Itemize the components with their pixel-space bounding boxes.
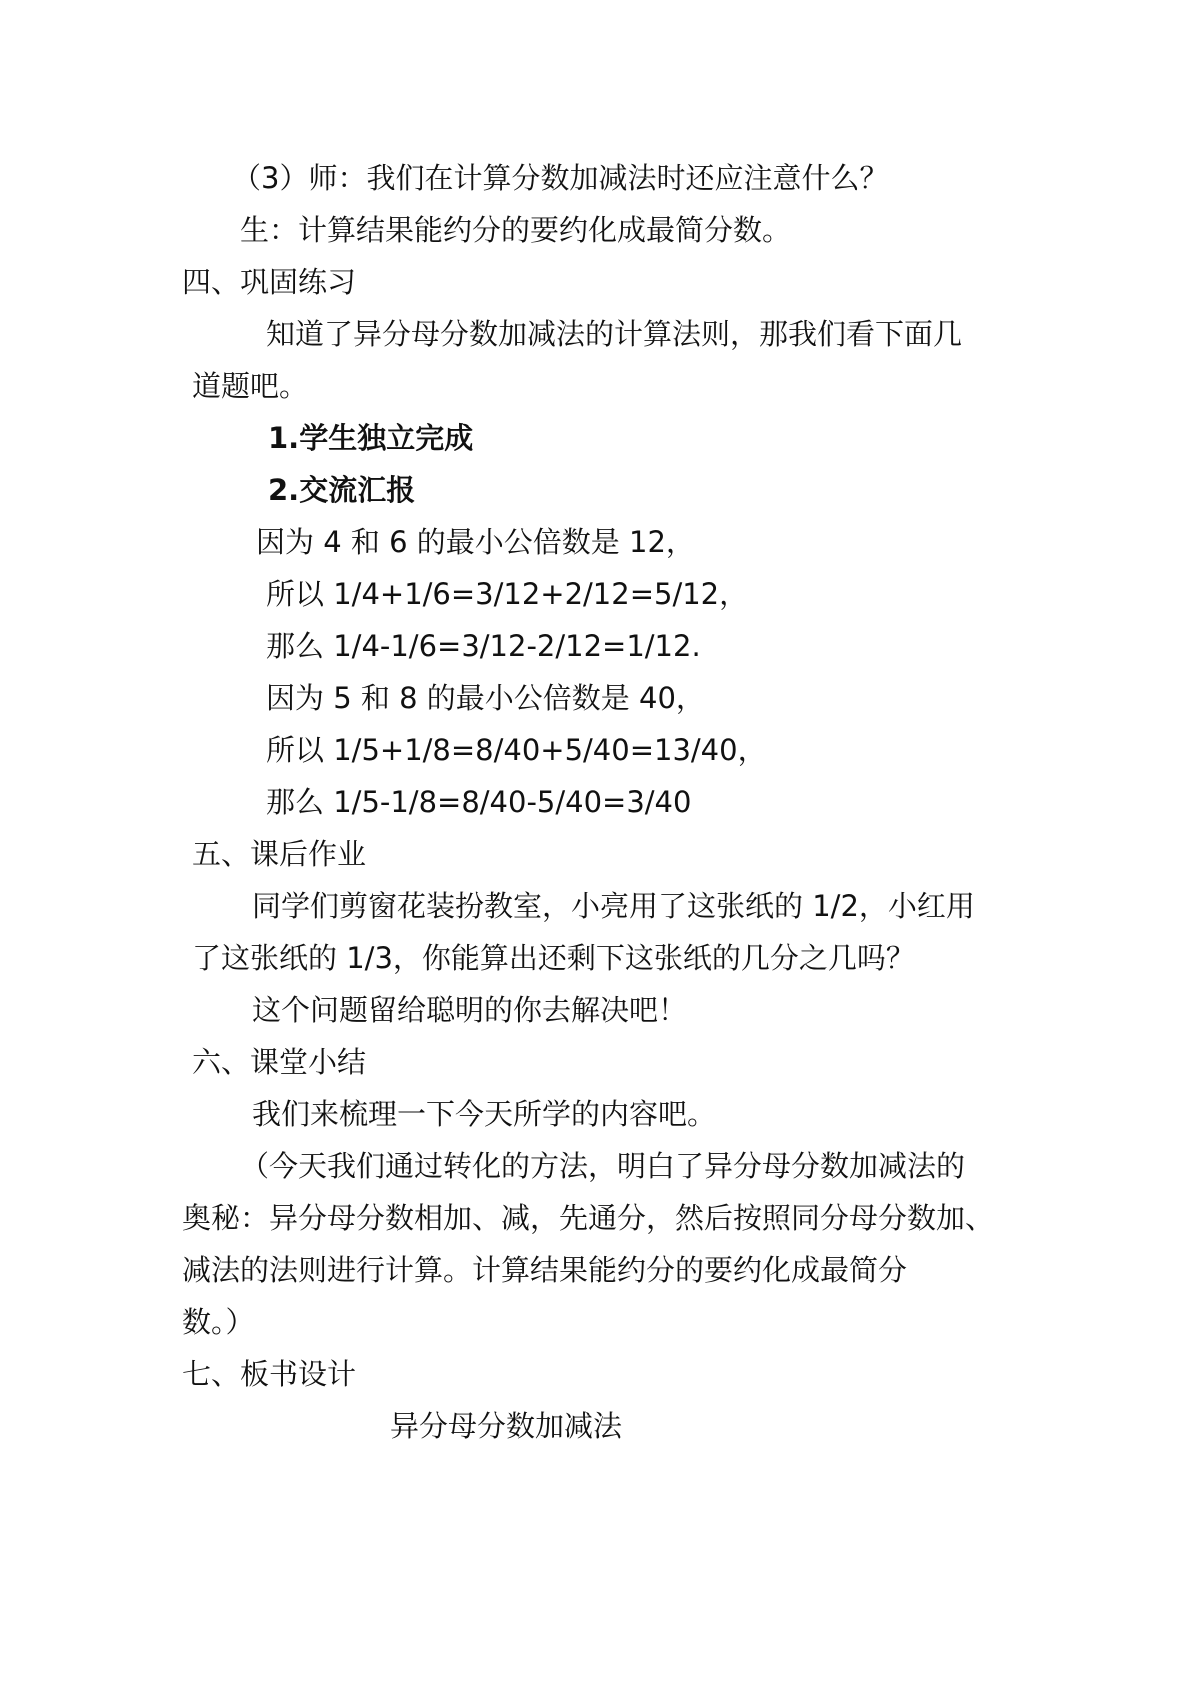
section-heading-summary: 六、课堂小结 [192, 1045, 367, 1079]
summary-text-3: 减法的法则进行计算。计算结果能约分的要约化成最简分 [182, 1253, 908, 1287]
section-heading-practice: 四、巩固练习 [182, 265, 357, 299]
summary-text-1: （今天我们通过转化的方法，明白了异分母分数加减法的 [240, 1149, 966, 1183]
calc-line-5: 所以 1/5+1/8=8/40+5/40=13/40， [266, 733, 767, 767]
summary-text-4: 数。） [182, 1305, 255, 1339]
calc-line-4: 因为 5 和 8 的最小公倍数是 40， [266, 681, 705, 715]
practice-intro-continued: 道题吧。 [192, 369, 309, 403]
student-answer: 生：计算结果能约分的要约化成最简分数。 [240, 213, 792, 247]
calc-line-1: 因为 4 和 6 的最小公倍数是 12， [256, 525, 695, 559]
calc-line-2: 所以 1/4+1/6=3/12+2/12=5/12， [266, 577, 749, 611]
practice-intro: 知道了异分母分数加减法的计算法则，那我们看下面几 [266, 317, 963, 351]
board-title: 异分母分数加减法 [390, 1409, 623, 1443]
summary-intro: 我们来梳理一下今天所学的内容吧。 [252, 1097, 717, 1131]
homework-text-continued: 了这张纸的 1/3，你能算出还剩下这张纸的几分之几吗？ [192, 941, 915, 975]
calc-line-6: 那么 1/5-1/8=8/40-5/40=3/40 [266, 785, 692, 819]
homework-closing: 这个问题留给聪明的你去解决吧！ [252, 993, 688, 1027]
summary-text-2: 奥秘：异分母分数相加、减，先通分，然后按照同分母分数加、 [182, 1201, 995, 1235]
step-two: 2.交流汇报 [268, 473, 416, 507]
section-heading-board: 七、板书设计 [182, 1357, 357, 1391]
teacher-question: （3）师：我们在计算分数加减法时还应注意什么？ [232, 161, 889, 195]
homework-text: 同学们剪窗花装扮教室，小亮用了这张纸的 1/2，小红用 [252, 889, 975, 923]
calc-line-3: 那么 1/4-1/6=3/12-2/12=1/12. [266, 629, 701, 663]
step-one: 1.学生独立完成 [268, 421, 474, 455]
section-heading-homework: 五、课后作业 [192, 837, 367, 871]
